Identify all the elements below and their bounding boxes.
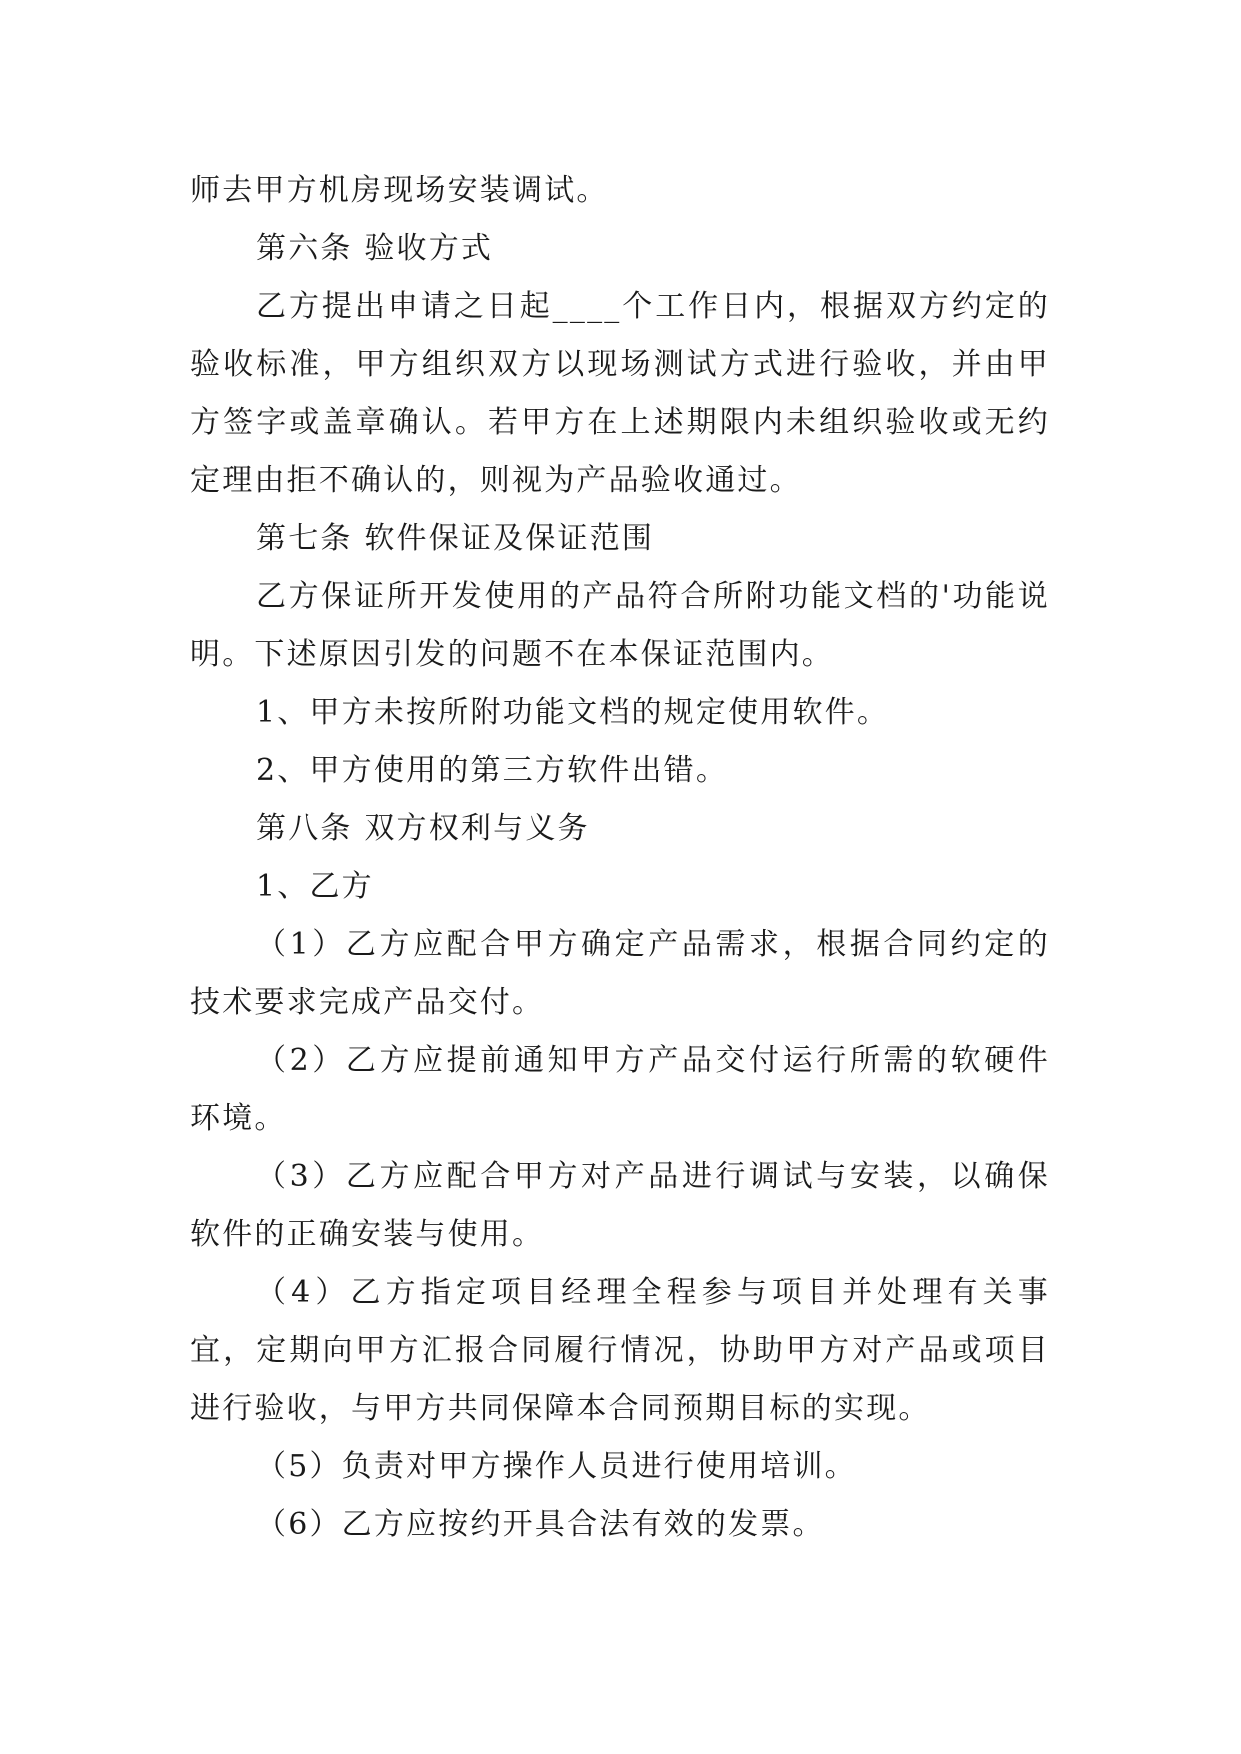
article-8-clause-5: （5）负责对甲方操作人员进行使用培训。 [256,1449,857,1484]
document-body [190,162,1050,1554]
article-8-clause-2: （2）乙方应提前通知甲方产品交付运行所需的软硬件环境。 [190,1043,1050,1136]
article-7-item-1: 1、甲方未按所附功能文档的规定使用软件。 [256,695,890,730]
article-6-heading: 第六条 验收方式 [256,231,494,266]
article-8-clause-1: （1）乙方应配合甲方确定产品需求，根据合同约定的技术要求完成产品交付。 [190,927,1050,1020]
article-6-body: 乙方提出申请之日起____个工作日内，根据双方约定的验收标准，甲方组织双方以现场测试方式进行验收，并由甲方签字或盖章确认。若甲方在上述期限内未组织验收或无约定理由拒不确认的，则视为产品验收通过。 [190,289,1050,498]
article-8-clause-6: （6）乙方应按约开具合法有效的发票。 [256,1507,825,1542]
article-8-heading: 第八条 双方权利与义务 [256,811,590,846]
article-7-item-2: 2、甲方使用的第三方软件出错。 [256,753,729,788]
article-7-body: 乙方保证所开发使用的产品符合所附功能文档的'功能说明。下述原因引发的问题不在本保证范围内。 [190,579,1050,672]
paragraph-continuation: 师去甲方机房现场安装调试。 [190,173,609,208]
article-8-clause-3: （3）乙方应配合甲方对产品进行调试与安装，以确保软件的正确安装与使用。 [190,1159,1050,1252]
article-8-clause-4: （4）乙方指定项目经理全程参与项目并处理有关事宜，定期向甲方汇报合同履行情况，协助甲方对产品或项目进行验收，与甲方共同保障本合同预期目标的实现。 [190,1275,1050,1426]
article-8-section-1: 1、乙方 [256,869,374,904]
article-7-heading: 第七条 软件保证及保证范围 [256,521,655,556]
